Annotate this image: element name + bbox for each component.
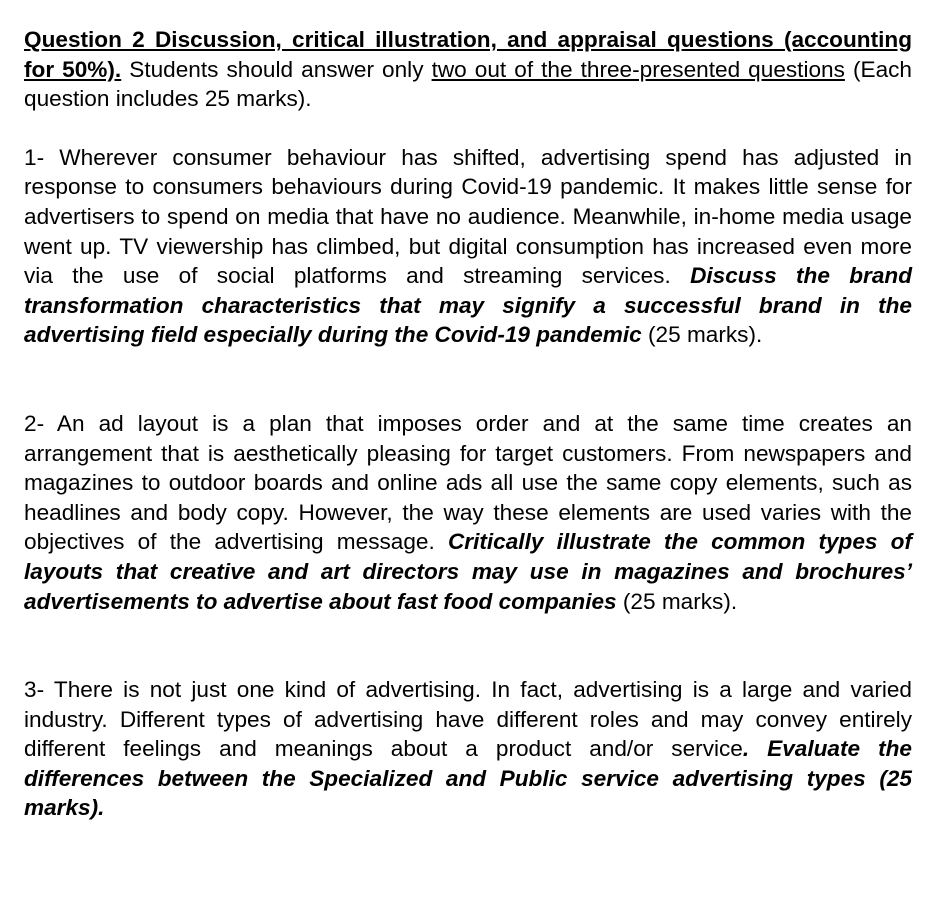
question-number: 2-	[24, 410, 45, 436]
question-number: 1-	[24, 144, 45, 170]
instruction-marks: (Each question includes 25 marks).	[24, 56, 912, 112]
section-title: Question 2 Discussion, critical illustration, and appraisal questions (accounting for 50%).	[24, 27, 912, 82]
question-task: . Evaluate the differences between the Specialized and Public service advertising types (25 marks).	[24, 736, 912, 821]
question-number: 3-	[24, 677, 45, 703]
instruction-underlined: two out of the three-presented questions	[431, 56, 845, 82]
question-marks: (25 marks).	[648, 322, 763, 348]
document	[24, 25, 912, 823]
question-1	[24, 143, 912, 350]
question-header	[24, 25, 912, 114]
question-task: Discuss the brand transformation characteristics that may signify a successful brand in the advertising field especially during the Covid-19 pandemic	[24, 263, 912, 348]
question-3	[24, 675, 912, 823]
instruction-text: Students should answer only	[129, 56, 424, 82]
question-body: An ad layout is a plan that imposes order and at the same time creates an arrangement that is aesthetically pleasing for target customers. From newspapers and magazines to outdoor boards and online ads all use the same copy elements, such as headlines and body copy. However, the way these elements are used varies with the objectives of the advertising message.	[24, 410, 913, 555]
question-body: Wherever consumer behaviour has shifted, advertising spend has adjusted in response to consumers behaviours during Covid-19 pandemic. It makes little sense for advertisers to spend on media that have no audience. Meanwhile, in-home media usage went up. TV viewership has climbed, but digital consumption has increased even more via the use of social platforms and streaming services.	[24, 144, 912, 289]
question-task: Critically illustrate the common types of layouts that creative and art directors may use in magazines and brochures’ advertisements to advertise about fast food companies	[24, 529, 913, 614]
question-body: There is not just one kind of advertising. In fact, advertising is a large and varied industry. Different types of advertising have different roles and may convey entirely different feelings and meanings about a product and/or service	[24, 677, 912, 762]
question-2	[24, 409, 912, 616]
question-marks: (25 marks).	[622, 588, 738, 614]
